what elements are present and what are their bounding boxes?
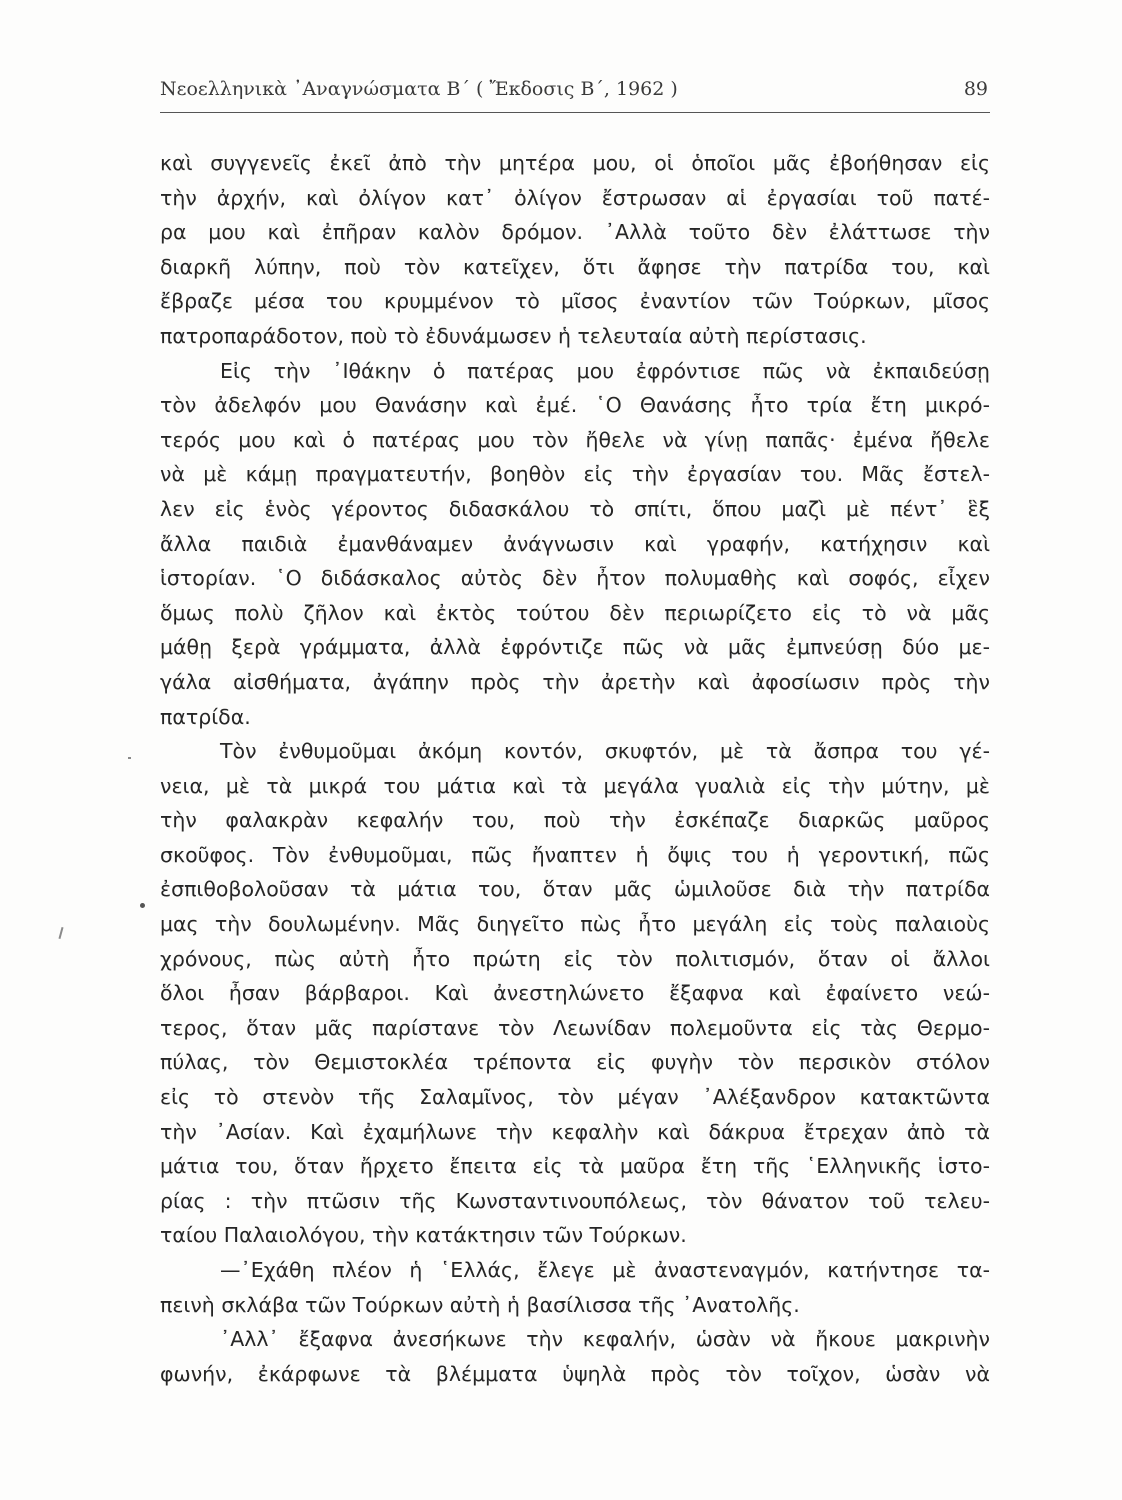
text-line: ἱστορίαν. ῾Ο διδάσκαλος αὐτὸς δὲν ἦτον πολυμαθὴς καὶ σοφός, εἶχεν bbox=[160, 566, 990, 591]
header-rule bbox=[160, 112, 990, 113]
text-line: λεν εἰς ἑνὸς γέροντος διδασκάλου τὸ σπίτι, ὅπου μαζὶ μὲ πέντ᾿ ἓξ bbox=[160, 496, 990, 521]
text-line: χρόνους, πὼς αὐτὴ ἦτο πρώτη εἰς τὸν πολιτισμόν, ὅταν οἱ ἄλλοι bbox=[160, 946, 990, 971]
text-line: πύλας, τὸν Θεμιστοκλέα τρέποντα εἰς φυγὴν τὸν περσικὸν στόλον bbox=[160, 1050, 990, 1075]
text-line: μας τὴν δουλωμένην. Μᾶς διηγεῖτο πὼς ἦτο μεγάλη εἰς τοὺς παλαιοὺς bbox=[160, 912, 990, 937]
text-line: τὴν ἀρχήν, καὶ ὀλίγον κατ᾿ ὀλίγον ἔστρωσαν αἱ ἐργασίαι τοῦ πατέ- bbox=[160, 185, 990, 210]
scan-mark bbox=[140, 903, 145, 908]
text-line: νὰ μὲ κάμῃ πραγματευτήν, βοηθὸν εἰς τὴν ἐργασίαν του. Μᾶς ἔστελ- bbox=[160, 462, 990, 487]
text-line: τὸν ἀδελφόν μου Θανάσην καὶ ἐμέ. ῾Ο Θανάσης ἦτο τρία ἔτη μικρό- bbox=[160, 393, 990, 418]
text-line: —᾿Εχάθη πλέον ἡ ῾Ελλάς, ἔλεγε μὲ ἀναστεναγμόν, κατήντησε τα- bbox=[220, 1258, 990, 1282]
text-line: τὴν φαλακρὰν κεφαλήν του, ποὺ τὴν ἐσκέπαζε διαρκῶς μαῦρος bbox=[160, 808, 990, 833]
scan-mark bbox=[58, 927, 63, 939]
running-head-title: Νεοελληνικὰ ᾿Αναγνώσματα Β΄ ( Ἔκδοσις Β΄, 1962 ) bbox=[160, 78, 678, 100]
text-line: καὶ συγγενεῖς ἐκεῖ ἀπὸ τὴν μητέρα μου, οἱ ὁποῖοι μᾶς ἐβοήθησαν εἰς bbox=[160, 151, 990, 175]
text-line: πατρίδα. bbox=[160, 704, 251, 729]
text-line: ᾿Αλλ᾿ ἔξαφνα ἀνεσήκωνε τὴν κεφαλήν, ὡσὰν νὰ ἤκουε μακρινὴν bbox=[220, 1327, 990, 1352]
text-line: διαρκῆ λύπην, ποὺ τὸν κατεῖχεν, ὅτι ἄφησε τὴν πατρίδα του, καὶ bbox=[160, 254, 990, 279]
text-line: ἔβραζε μέσα του κρυμμένον τὸ μῖσος ἐναντίον τῶν Τούρκων, μῖσος bbox=[160, 289, 990, 314]
text-line: τὴν ᾿Ασίαν. Καὶ ἐχαμήλωνε τὴν κεφαλὴν καὶ δάκρυα ἔτρεχαν ἀπὸ τὰ bbox=[160, 1119, 990, 1144]
text-line: μάτια του, ὅταν ἤρχετο ἔπειτα εἰς τὰ μαῦρα ἔτη τῆς ῾Ελληνικῆς ἱστο- bbox=[160, 1154, 990, 1179]
text-line: μάθῃ ξερὰ γράμματα, ἀλλὰ ἐφρόντιζε πῶς νὰ μᾶς ἐμπνεύσῃ δύο με- bbox=[160, 635, 990, 660]
running-head bbox=[160, 78, 990, 106]
text-line: γάλα αἰσθήματα, ἀγάπην πρὸς τὴν ἀρετὴν καὶ ἀφοσίωσιν πρὸς τὴν bbox=[160, 669, 990, 694]
text-line: τερος, ὅταν μᾶς παρίστανε τὸν Λεωνίδαν πολεμοῦντα εἰς τὰς Θερμο- bbox=[160, 1015, 990, 1040]
text-line: ἐσπιθοβολοῦσαν τὰ μάτια του, ὅταν μᾶς ὡμιλοῦσε διὰ τὴν πατρίδα bbox=[160, 877, 990, 902]
scan-mark bbox=[128, 757, 131, 759]
text-line: ὅμως πολὺ ζῆλον καὶ ἐκτὸς τούτου δὲν περιωρίζετο εἰς τὸ νὰ μᾶς bbox=[160, 600, 990, 625]
page-number: 89 bbox=[963, 78, 988, 100]
text-line: ρα μου καὶ ἐπῆραν καλὸν δρόμον. ᾿Αλλὰ τοῦτο δὲν ἐλάττωσε τὴν bbox=[160, 220, 990, 245]
text-line: ἄλλα παιδιὰ ἐμανθάναμεν ἀνάγνωσιν καὶ γραφήν, κατήχησιν καὶ bbox=[160, 531, 990, 556]
body-text bbox=[160, 146, 990, 1391]
text-line: πατροπαράδοτον, ποὺ τὸ ἐδυνάμωσεν ἡ τελευταία αὐτὴ περίστασις. bbox=[160, 323, 867, 348]
text-line: πεινὴ σκλάβα τῶν Τούρκων αὐτὴ ἡ βασίλισσα τῆς ᾿Ανατολῆς. bbox=[160, 1292, 800, 1317]
text-line: ταίου Παλαιολόγου, τὴν κατάκτησιν τῶν Τούρκων. bbox=[160, 1223, 687, 1248]
text-line: ρίας : τὴν πτῶσιν τῆς Κωνσταντινουπόλεως, τὸν θάνατον τοῦ τελευ- bbox=[160, 1188, 990, 1213]
text-line: φωνήν, ἐκάρφωνε τὰ βλέμματα ὑψηλὰ πρὸς τὸν τοῖχον, ὡσὰν νὰ bbox=[160, 1361, 990, 1386]
text-line: νεια, μὲ τὰ μικρά του μάτια καὶ τὰ μεγάλα γυαλιὰ εἰς τὴν μύτην, μὲ bbox=[160, 773, 990, 798]
text-line: ὅλοι ἦσαν βάρβαροι. Καὶ ἀνεστηλώνετο ἔξαφνα καὶ ἐφαίνετο νεώ- bbox=[160, 981, 990, 1006]
text-line: εἰς τὸ στενὸν τῆς Σαλαμῖνος, τὸν μέγαν ᾿Αλέξανδρον κατακτῶντα bbox=[160, 1085, 990, 1110]
text-line: Εἰς τὴν ᾿Ιθάκην ὁ πατέρας μου ἐφρόντισε πῶς νὰ ἐκπαιδεύσῃ bbox=[220, 358, 990, 383]
text-line: Τὸν ἐνθυμοῦμαι ἀκόμη κοντόν, σκυφτόν, μὲ τὰ ἄσπρα του γέ- bbox=[220, 739, 990, 764]
text-line: τερός μου καὶ ὁ πατέρας μου τὸν ἤθελε νὰ γίνῃ παπᾶς· ἐμένα ἤθελε bbox=[160, 427, 990, 452]
text-line: σκοῦφος. Τὸν ἐνθυμοῦμαι, πῶς ἤναπτεν ἡ ὄψις του ἡ γεροντική, πῶς bbox=[160, 842, 990, 867]
